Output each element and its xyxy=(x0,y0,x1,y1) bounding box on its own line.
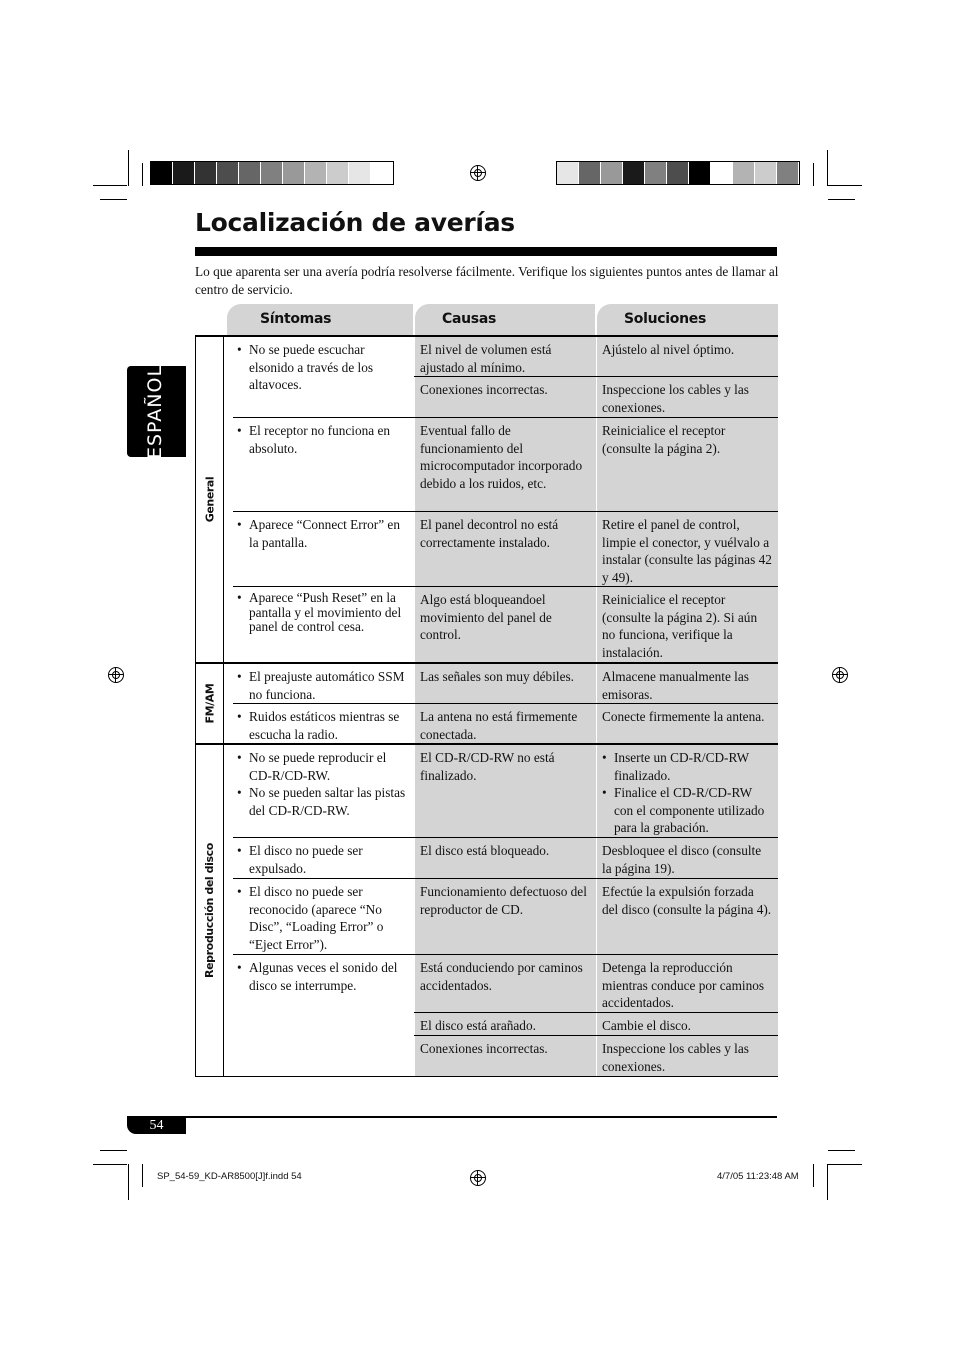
crop-mark xyxy=(142,1164,143,1187)
crop-mark xyxy=(828,185,862,186)
table-row-solution: Retire el panel de control, limpie el conector, y vuélvalo a instalar (consulte las páginas 42 y 49). xyxy=(596,512,778,586)
symptom-text: • Algunas veces el sonido del disco se interrumpe. xyxy=(249,959,409,994)
table-row-cause: El disco está arañado. xyxy=(414,1013,597,1035)
symptom-text: • El preajuste automático SSM no funciona. xyxy=(249,668,409,703)
intro-paragraph: Lo que aparenta ser una avería podría resolverse fácilmente. Verifique los siguientes puntos antes de llamar al centro de servicio. xyxy=(195,264,779,297)
table-row-solution: Inspeccione los cables y las conexiones. xyxy=(596,377,778,417)
color-swatch xyxy=(557,162,579,184)
crop-mark xyxy=(128,1164,129,1200)
table-row-symptom xyxy=(233,337,414,417)
footer-timestamp: 4/7/05 11:23:48 AM xyxy=(717,1171,799,1182)
color-swatch xyxy=(777,162,799,184)
crop-mark xyxy=(828,1164,862,1165)
table-row-solution: Efectúe la expulsión forzada del disco (consulte la página 4). xyxy=(596,879,778,954)
registration-mark-icon xyxy=(832,667,848,683)
table-row-solution: Detenga la reproducción mientras conduce por caminos accidentados. xyxy=(596,955,778,1012)
solution-text: • Finalice el CD-R/CD-RW con el componente utilizado para la grabación. xyxy=(614,784,773,837)
color-swatch xyxy=(349,162,371,184)
solution-text: • Inserte un CD-R/CD-RW finalizado. xyxy=(614,749,773,784)
table-row-cause: Conexiones incorrectas. xyxy=(414,377,597,417)
symptom-text: • Aparece “Push Reset” en la pantalla y el movimiento del panel de control cesa. xyxy=(249,591,409,635)
crop-mark xyxy=(813,1164,814,1187)
crop-mark xyxy=(142,163,143,186)
table-row-cause: El nivel de volumen está ajustado al mínimo. xyxy=(414,337,597,376)
color-swatch xyxy=(261,162,283,184)
language-tab-label: ESPAÑOL xyxy=(144,364,166,460)
table-row-solution: Reinicialice el receptor (consulte la página 2). xyxy=(596,418,778,511)
crop-mark xyxy=(100,1150,127,1151)
table-row-cause: Funcionamiento defectuoso del reproductor de CD. xyxy=(414,879,597,954)
bottom-rule xyxy=(127,1116,777,1118)
color-bar-left xyxy=(150,161,394,185)
color-swatch xyxy=(733,162,755,184)
color-swatch xyxy=(623,162,645,184)
color-swatch xyxy=(283,162,305,184)
table-row-solution: Reinicialice el receptor (consulte la página 2). Si aún no funciona, verifique la instalación. xyxy=(596,587,778,662)
registration-mark-icon xyxy=(470,1170,486,1186)
table-row-solution: Almacene manualmente las emisoras. xyxy=(596,664,778,703)
table-row-cause: El panel decontrol no está correctamente instalado. xyxy=(414,512,597,586)
header-solutions: Soluciones xyxy=(597,304,778,335)
table-row-cause: Eventual fallo de funcionamiento del microcomputador incorporado debido a los ruidos, etc. xyxy=(414,418,597,511)
symptom-text: • El disco no puede ser expulsado. xyxy=(249,842,409,877)
crop-mark xyxy=(827,150,828,186)
symptom-text: • Aparece “Connect Error” en la pantalla. xyxy=(249,516,409,551)
section-divider xyxy=(223,336,224,1076)
table-row-solution: Desbloquee el disco (consulte la página 19). xyxy=(596,838,778,878)
table-row-cause: La antena no está firmemente conectada. xyxy=(414,704,597,743)
table-row-solution xyxy=(596,745,778,837)
table-row-symptom xyxy=(233,512,414,586)
crop-mark xyxy=(827,1164,828,1200)
color-swatch xyxy=(755,162,777,184)
crop-mark xyxy=(128,150,129,186)
symptom-text: • El receptor no funciona en absoluto. xyxy=(249,422,409,457)
registration-mark-icon xyxy=(108,667,124,683)
color-swatch xyxy=(689,162,711,184)
table-row-symptom xyxy=(233,879,414,954)
table-row-cause: Conexiones incorrectas. xyxy=(414,1036,597,1076)
table-row-symptom xyxy=(233,955,414,1076)
table-row-solution: Inspeccione los cables y las conexiones. xyxy=(596,1036,778,1076)
table-row-solution: Cambie el disco. xyxy=(596,1013,778,1035)
table-row-symptom xyxy=(233,704,414,743)
table-row-cause: Está conduciendo por caminos accidentados. xyxy=(414,955,597,1012)
color-swatch xyxy=(579,162,601,184)
symptom-text: • No se pueden saltar las pistas del CD-R/CD-RW. xyxy=(249,784,409,819)
symptom-text: • Ruidos estáticos mientras se escucha la radio. xyxy=(249,708,409,743)
table-row-symptom xyxy=(233,418,414,511)
page-number: 54 xyxy=(127,1117,186,1134)
color-swatch xyxy=(711,162,733,184)
table-row-symptom xyxy=(233,664,414,703)
table-row-symptom xyxy=(233,587,414,662)
table-row-cause: El disco está bloqueado. xyxy=(414,838,597,878)
section-label-fmam: FM/AM xyxy=(203,683,217,724)
title-rule xyxy=(195,247,777,256)
footer-filename: SP_54-59_KD-AR8500[J]f.indd 54 xyxy=(157,1171,302,1182)
symptom-text: • No se puede escuchar elsonido a través de los altavoces. xyxy=(249,341,409,394)
color-swatch xyxy=(371,162,393,184)
crop-mark xyxy=(93,1164,127,1165)
crop-mark xyxy=(828,1150,855,1151)
color-swatch xyxy=(217,162,239,184)
table-row-symptom xyxy=(233,838,414,878)
color-bar-right xyxy=(556,161,800,185)
color-swatch xyxy=(195,162,217,184)
header-causes: Causas xyxy=(415,304,595,335)
table-row-solution: Ajústelo al nivel óptimo. xyxy=(596,337,778,376)
table-row-cause: Algo está bloqueandoel movimiento del panel de control. xyxy=(414,587,597,662)
color-swatch xyxy=(645,162,667,184)
section-label-general: General xyxy=(203,476,217,523)
color-swatch xyxy=(305,162,327,184)
table-row-cause: Las señales son muy débiles. xyxy=(414,664,597,703)
crop-mark xyxy=(100,199,127,200)
crop-mark xyxy=(93,185,127,186)
page-title: Localización de averías xyxy=(195,208,515,237)
color-swatch xyxy=(601,162,623,184)
table-row-solution: Conecte firmemente la antena. xyxy=(596,704,778,743)
symptom-text: • No se puede reproducir el CD-R/CD-RW. xyxy=(249,749,409,784)
color-swatch xyxy=(151,162,173,184)
table-row-symptom xyxy=(233,745,414,837)
color-swatch xyxy=(667,162,689,184)
header-symptoms: Síntomas xyxy=(227,304,413,335)
section-label-disc: Reproducción del disco xyxy=(203,843,216,978)
crop-mark xyxy=(813,163,814,186)
crop-mark xyxy=(828,199,855,200)
color-swatch xyxy=(173,162,195,184)
color-swatch xyxy=(327,162,349,184)
color-swatch xyxy=(239,162,261,184)
table-row-cause: El CD-R/CD-RW no está finalizado. xyxy=(414,745,597,837)
registration-mark-icon xyxy=(470,165,486,181)
symptom-text: • El disco no puede ser reconocido (aparece “No Disc”, “Loading Error” o “Eject Error”). xyxy=(249,883,409,953)
